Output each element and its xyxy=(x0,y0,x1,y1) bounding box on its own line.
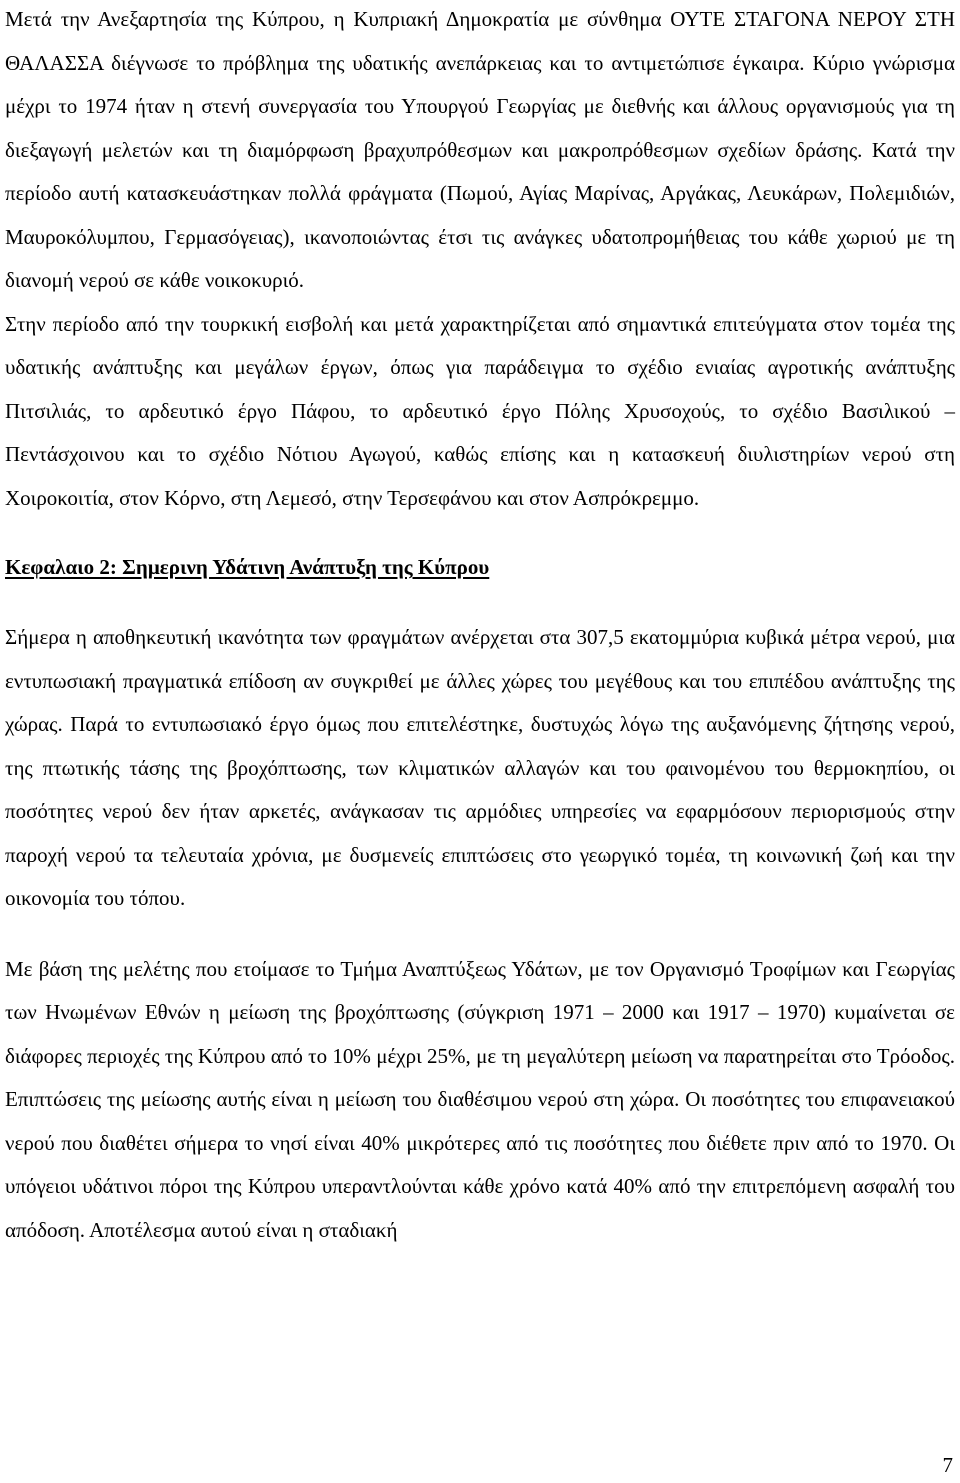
paragraph-independence: Μετά την Ανεξαρτησία της Κύπρου, η Κυπριακή Δημοκρατία με σύνθημα ΟΥΤΕ ΣΤΑΓΟΝΑ ΝΕΡΟΥ ΣΤΗ ΘΑΛΑΣΣΑ διέγνωσε το πρόβλημα της υδατικής ανεπάρκειας και το αντιμετώπισε έγκαιρα. Κύριο γνώρισμα μέχρι το 1974 ήταν η στενή συνεργασία του Υπουργού Γεωργίας με διεθνής και άλλους οργανισμούς για τη διεξαγωγή μελετών και τη διαμόρφωση βραχυπρόθεσμων και μακροπρόθεσμων σχεδίων δράσης. Κατά την περίοδο αυτή κατασκευάστηκαν πολλά φράγματα (Πωμού, Αγίας Μαρίνας, Αργάκας, Λευκάρων, Πολεμιδιών, Μαυροκόλυμπου, Γερμασόγειας), ικανοποιώντας έτσι τις ανάγκες υδατοπρομήθειας του κάθε χωριού με τη διανομή νερού σε κάθε νοικοκυριό. xyxy=(5,7,955,292)
chapter-heading: Κεφαλαιο 2: Σημερινη Υδάτινη Ανάπτυξη της Κύπρου xyxy=(5,555,490,579)
paragraph-storage-capacity: Σήμερα η αποθηκευτική ικανότητα των φραγμάτων ανέρχεται στα 307,5 εκατομμύρια κυβικά μέτρα νερού, μια εντυπωσιακή πραγματικά επίδοση αν συγκριθεί με άλλες χώρες του μεγέθους και του επιπέδου ανάπτυξης της χώρας. Παρά το εντυπωσιακό έργο όμως που επιτελέστηκε, δυστυχώς λόγω της αυξανόμενης ζήτησης νερού, της πτωτικής τάσης της βροχόπτωσης, των κλιματικών αλλαγών και του φαινομένου του θερμοκηπίου, οι ποσότητες νερού δεν ήταν αρκετές, ανάγκασαν τις αρμόδιες υπηρεσίες να εφαρμόσουν περιορισμούς στην παροχή νερού τα τελευταία χρόνια, με δυσμενείς επιπτώσεις στο γεωργικό τομέα, τη κοινωνική ζωή και την οικονομία του τόπου. xyxy=(5,625,955,910)
paragraph-post-invasion: Στην περίοδο από την τουρκική εισβολή και μετά χαρακτηρίζεται από σημαντικά επιτεύγματα στον τομέα της υδατικής ανάπτυξης και μεγάλων έργων, όπως για παράδειγμα το σχέδιο ενιαίας αγροτικής ανάπτυξης Πιτσιλιάς, το αρδευτικό έργο Πάφου, το αρδευτικό έργο Πόλης Χρυσοχούς, το σχέδιο Βασιλικού – Πεντάσχοινου και το σχέδιο Νότιου Αγωγού, καθώς επίσης και η κατασκευή διυλιστηρίων νερού στη Χοιροκοιτία, στον Κόρνο, στη Λεμεσό, στην Τερσεφάνου και στον Ασπρόκρεμμο. xyxy=(5,311,955,510)
paragraph-rainfall-study: Με βάση της μελέτης που ετοίμασε το Τμήμα Αναπτύξεως Υδάτων, με τον Οργανισμό Τροφίμων και Γεωργίας των Ηνωμένων Εθνών η μείωση της βροχόπτωσης (σύγκριση 1971 – 2000 και 1917 – 1970) κυμαίνεται σε διάφορες περιοχές της Κύπρου από το 10% μέχρι 25%, με τη μεγαλύτερη μείωση να παρατηρείται στο Τρόοδος. Επιπτώσεις της μείωσης αυτής είναι η μείωση του διαθέσιμου νερού στη χώρα. Οι ποσότητες του επιφανειακού νερού που διαθέτει σήμερα το νησί είναι 40% μικρότερες από τις ποσότητες που διέθετε πριν από το 1970. Οι υπόγειοι υδάτινοι πόροι της Κύπρου υπεραντλούνται κάθε χρόνο κατά 40% από την επιτρεπόμενη ασφαλή του απόδοση. Αποτέλεσμα αυτού είναι η σταδιακή xyxy=(5,956,955,1242)
document-page xyxy=(5,0,955,1252)
page-number: 7 xyxy=(942,1453,953,1477)
